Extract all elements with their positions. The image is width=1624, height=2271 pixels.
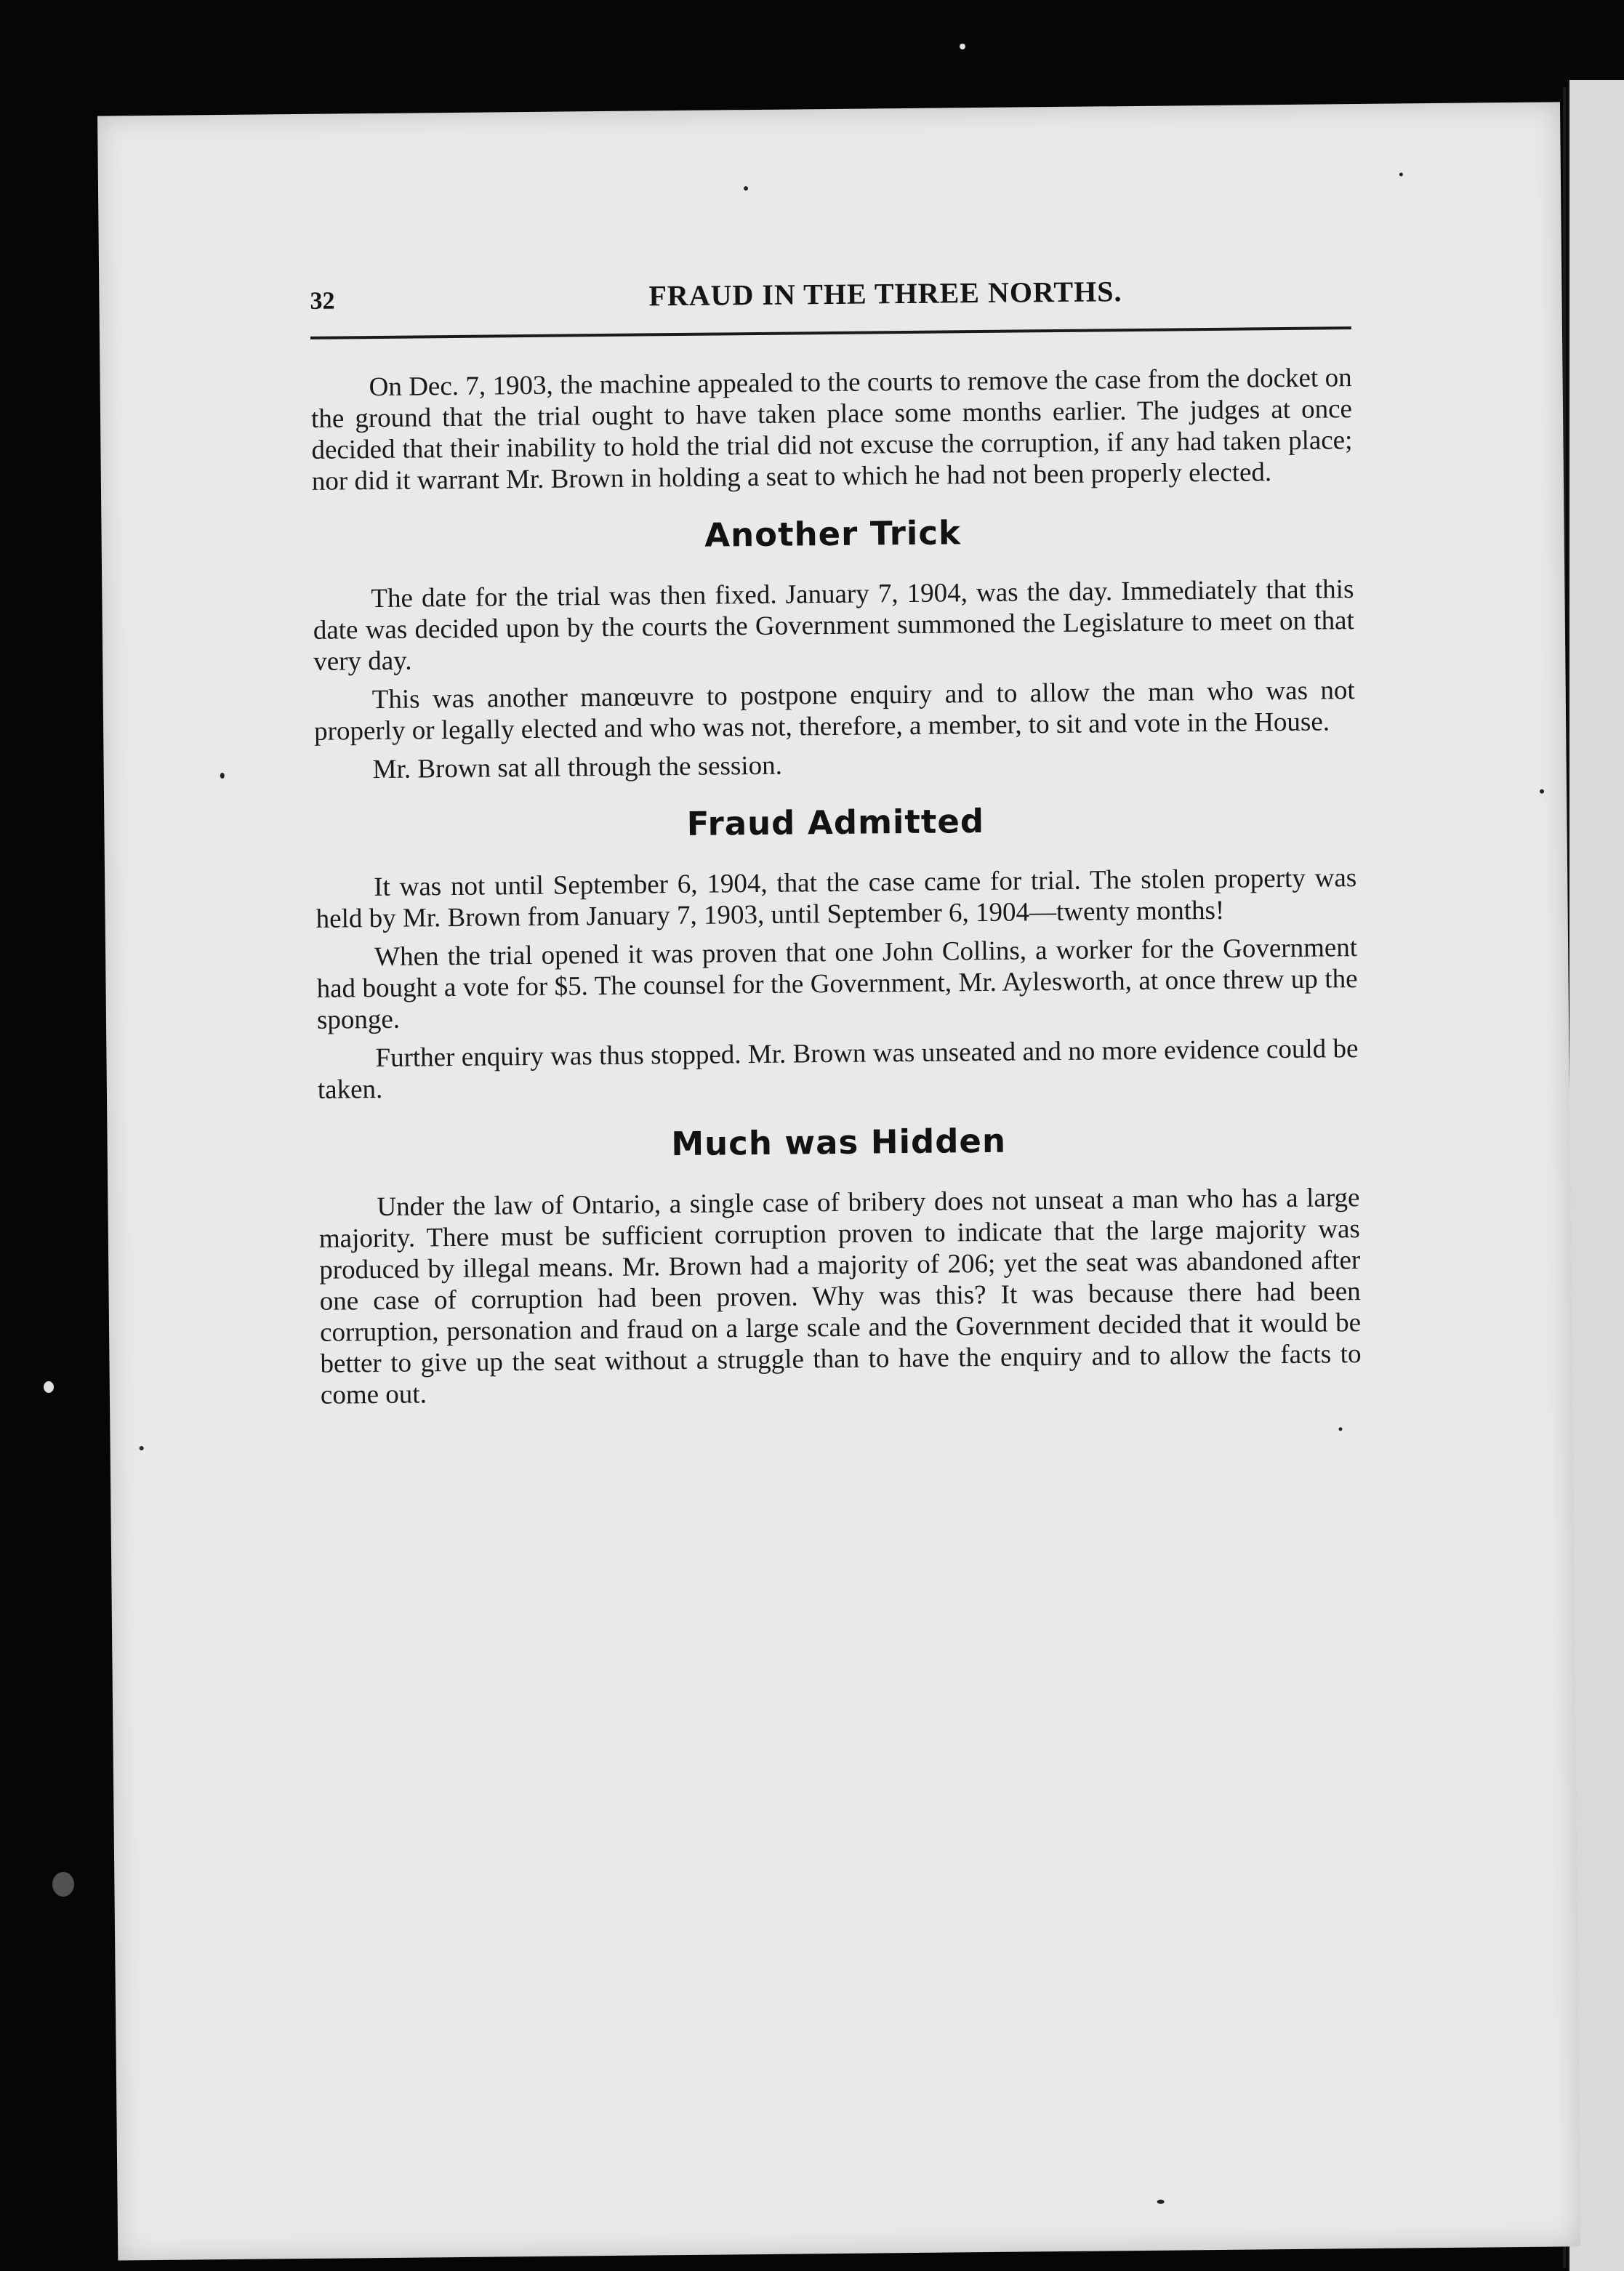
ink-speck <box>744 186 748 190</box>
dust-speck <box>960 44 965 49</box>
section-heading: Another Trick <box>704 513 962 555</box>
dust-speck <box>44 1381 54 1393</box>
paragraph: Mr. Brown sat all through the session. <box>372 750 783 785</box>
intro-paragraph: On Dec. 7, 1903, the machine appealed to the courts to remove the case from the docket on the ground that the trial ought to have taken place some months earlier. The judges at once decided that their inability to hold the trial did not excuse the corruption, if any had taken place; nor did it warrant Mr. Brown in holding a seat to which he had not been properly elected. <box>310 363 1353 497</box>
section-heading: Fraud Admitted <box>686 801 985 843</box>
paragraph: When the trial opened it was proven that one John Collins, a worker for the Government had bought a vote for $5. The counsel for the Government, Mr. Aylesworth, at once threw up the sponge. <box>316 933 1358 1035</box>
book-page <box>97 102 1580 2260</box>
paragraph: Under the law of Ontario, a single case of bribery does not unseat a man who has a large majority. There must be sufficient corruption proven to indicate that the large majority was produced by illegal means. Mr. Brown had a majority of 206; yet the seat was abandoned after one case of corruption had been proven. Why was this? It was because there had been corruption, personation and fraud on a large scale and the Government decided that it would be better to give up the seat without a struggle than to have the enquiry and to allow the facts to come out. <box>318 1183 1362 1410</box>
ink-speck <box>1338 1427 1342 1431</box>
ink-speck <box>140 1446 144 1450</box>
page-body <box>310 362 1362 1418</box>
dust-speck <box>52 1872 74 1897</box>
paragraph: The date for the trial was then fixed. January 7, 1904, was the day. Immediately that this date was decided upon by the courts the Government summoned the Legislature to meet on that very day. <box>313 574 1354 677</box>
section-heading: Much was Hidden <box>671 1121 1007 1164</box>
running-header <box>310 267 1466 321</box>
ink-speck <box>220 773 225 779</box>
ink-speck <box>1540 789 1544 794</box>
header-rule <box>310 326 1351 339</box>
running-title: FRAUD IN THE THREE NORTHS. <box>648 275 1122 313</box>
paragraph: This was another manœuvre to postpone enquiry and to allow the man who was not properly or legally elected and who was not, therefore, a member, to sit and vote in the House. <box>313 675 1355 747</box>
paragraph: It was not until September 6, 1904, that the case came for trial. The stolen property was held by Mr. Brown from January 7, 1903, until September 6, 1904—twenty months! <box>315 863 1357 934</box>
ink-speck <box>1157 2200 1165 2204</box>
page-number: 32 <box>310 287 335 315</box>
ink-speck <box>1399 172 1403 176</box>
paragraph: Further enquiry was thus stopped. Mr. Brown was unseated and no more evidence could be taken. <box>317 1034 1359 1105</box>
